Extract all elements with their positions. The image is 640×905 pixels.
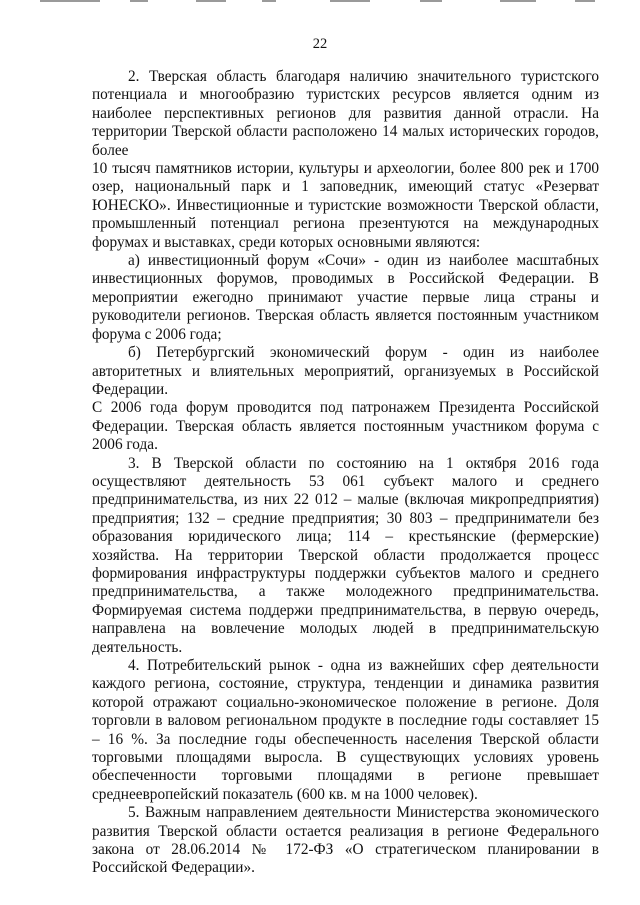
page-number: 22 xyxy=(312,36,328,52)
paragraph-tourism: 2. Тверская область благодаря наличию значительного туристского потенциала и многообразию туристских ресурсов является одним из наиболее перспективных регионов для развития данной отрасли. На территории Тверской области расположено 14 малых исторических городов, более xyxy=(92,68,599,159)
paragraph-consumer-market: 4. Потребительский рынок - одна из важнейших сфер деятельности каждого региона, состояние, структура, тенденции и динамика развития которой отражают социально-экономическое положение в регионе. Доля торговли в валовом региональном продукте в последние годы составляет 15 – 16 %. За последние годы обеспеченность населения Тверской области торговыми площадями выросла. В существующих условиях уровень обеспеченности торговыми площадями в регионе превышает среднеевропейский показатель (600 кв. м на 1000 человек). xyxy=(92,657,599,803)
paragraph-forum-sochi: а) инвестиционный форум «Сочи» - один из наиболее масштабных инвестиционных форумов, проводимых в Российской Федерации. В мероприятии ежегодно принимают участие первые лица страны и руководители регионов. Тверская область является постоянным участником форума с 2006 года; xyxy=(92,252,599,343)
paragraph-strategic-planning: 5. Важным направлением деятельности Министерства экономического развития Тверской области остается реализация в регионе Федерального закона от 28.06.2014 № 172-ФЗ «О стратегическом планировании в Российской Федерации». xyxy=(92,804,599,877)
paragraph-forum-petersburg: б) Петербургский экономический форум - один из наиболее авторитетных и влиятельных мероприятий, организуемых в Российской Федерации. xyxy=(92,344,599,398)
paragraph-small-business: 3. В Тверской области по состоянию на 1 октября 2016 года осуществляют деятельность 53 061 субъект малого и среднего предпринимательства, из них 22 012 – малые (включая микропредприятия) предприятия; 132 – средние предприятия; 30 803 – предприниматели без образования юридического лица; 114 – крестьянские (фермерские) хозяйства. На территории Тверской области продолжается процесс формирования инфраструктуры поддержки субъектов малого и среднего предпринимательства, а также молодежного предпринимательства. Формируемая система поддержи предпринимательства, в первую очередь, направлена на вовлечение молодых людей в предпринимательскую деятельность. xyxy=(92,454,599,656)
paragraph-forum-petersburg-continued: С 2006 года форум проводится под патронажем Президента Российской Федерации. Тверская область является постоянным участником форума с 2006 года. xyxy=(92,399,599,454)
document-body xyxy=(92,68,599,878)
paragraph-tourism-continued: 10 тысяч памятников истории, культуры и археологии, более 800 рек и 1700 озер, национальный парк и 1 заповедник, имеющий статус «Резерват ЮНЕСКО». Инвестиционные и туристские возможности Тверской области, промышленный потенциал региона презентуются на международных форумах и выставках, среди которых основными являются: xyxy=(92,160,599,251)
scan-top-edge-marks xyxy=(0,0,640,6)
